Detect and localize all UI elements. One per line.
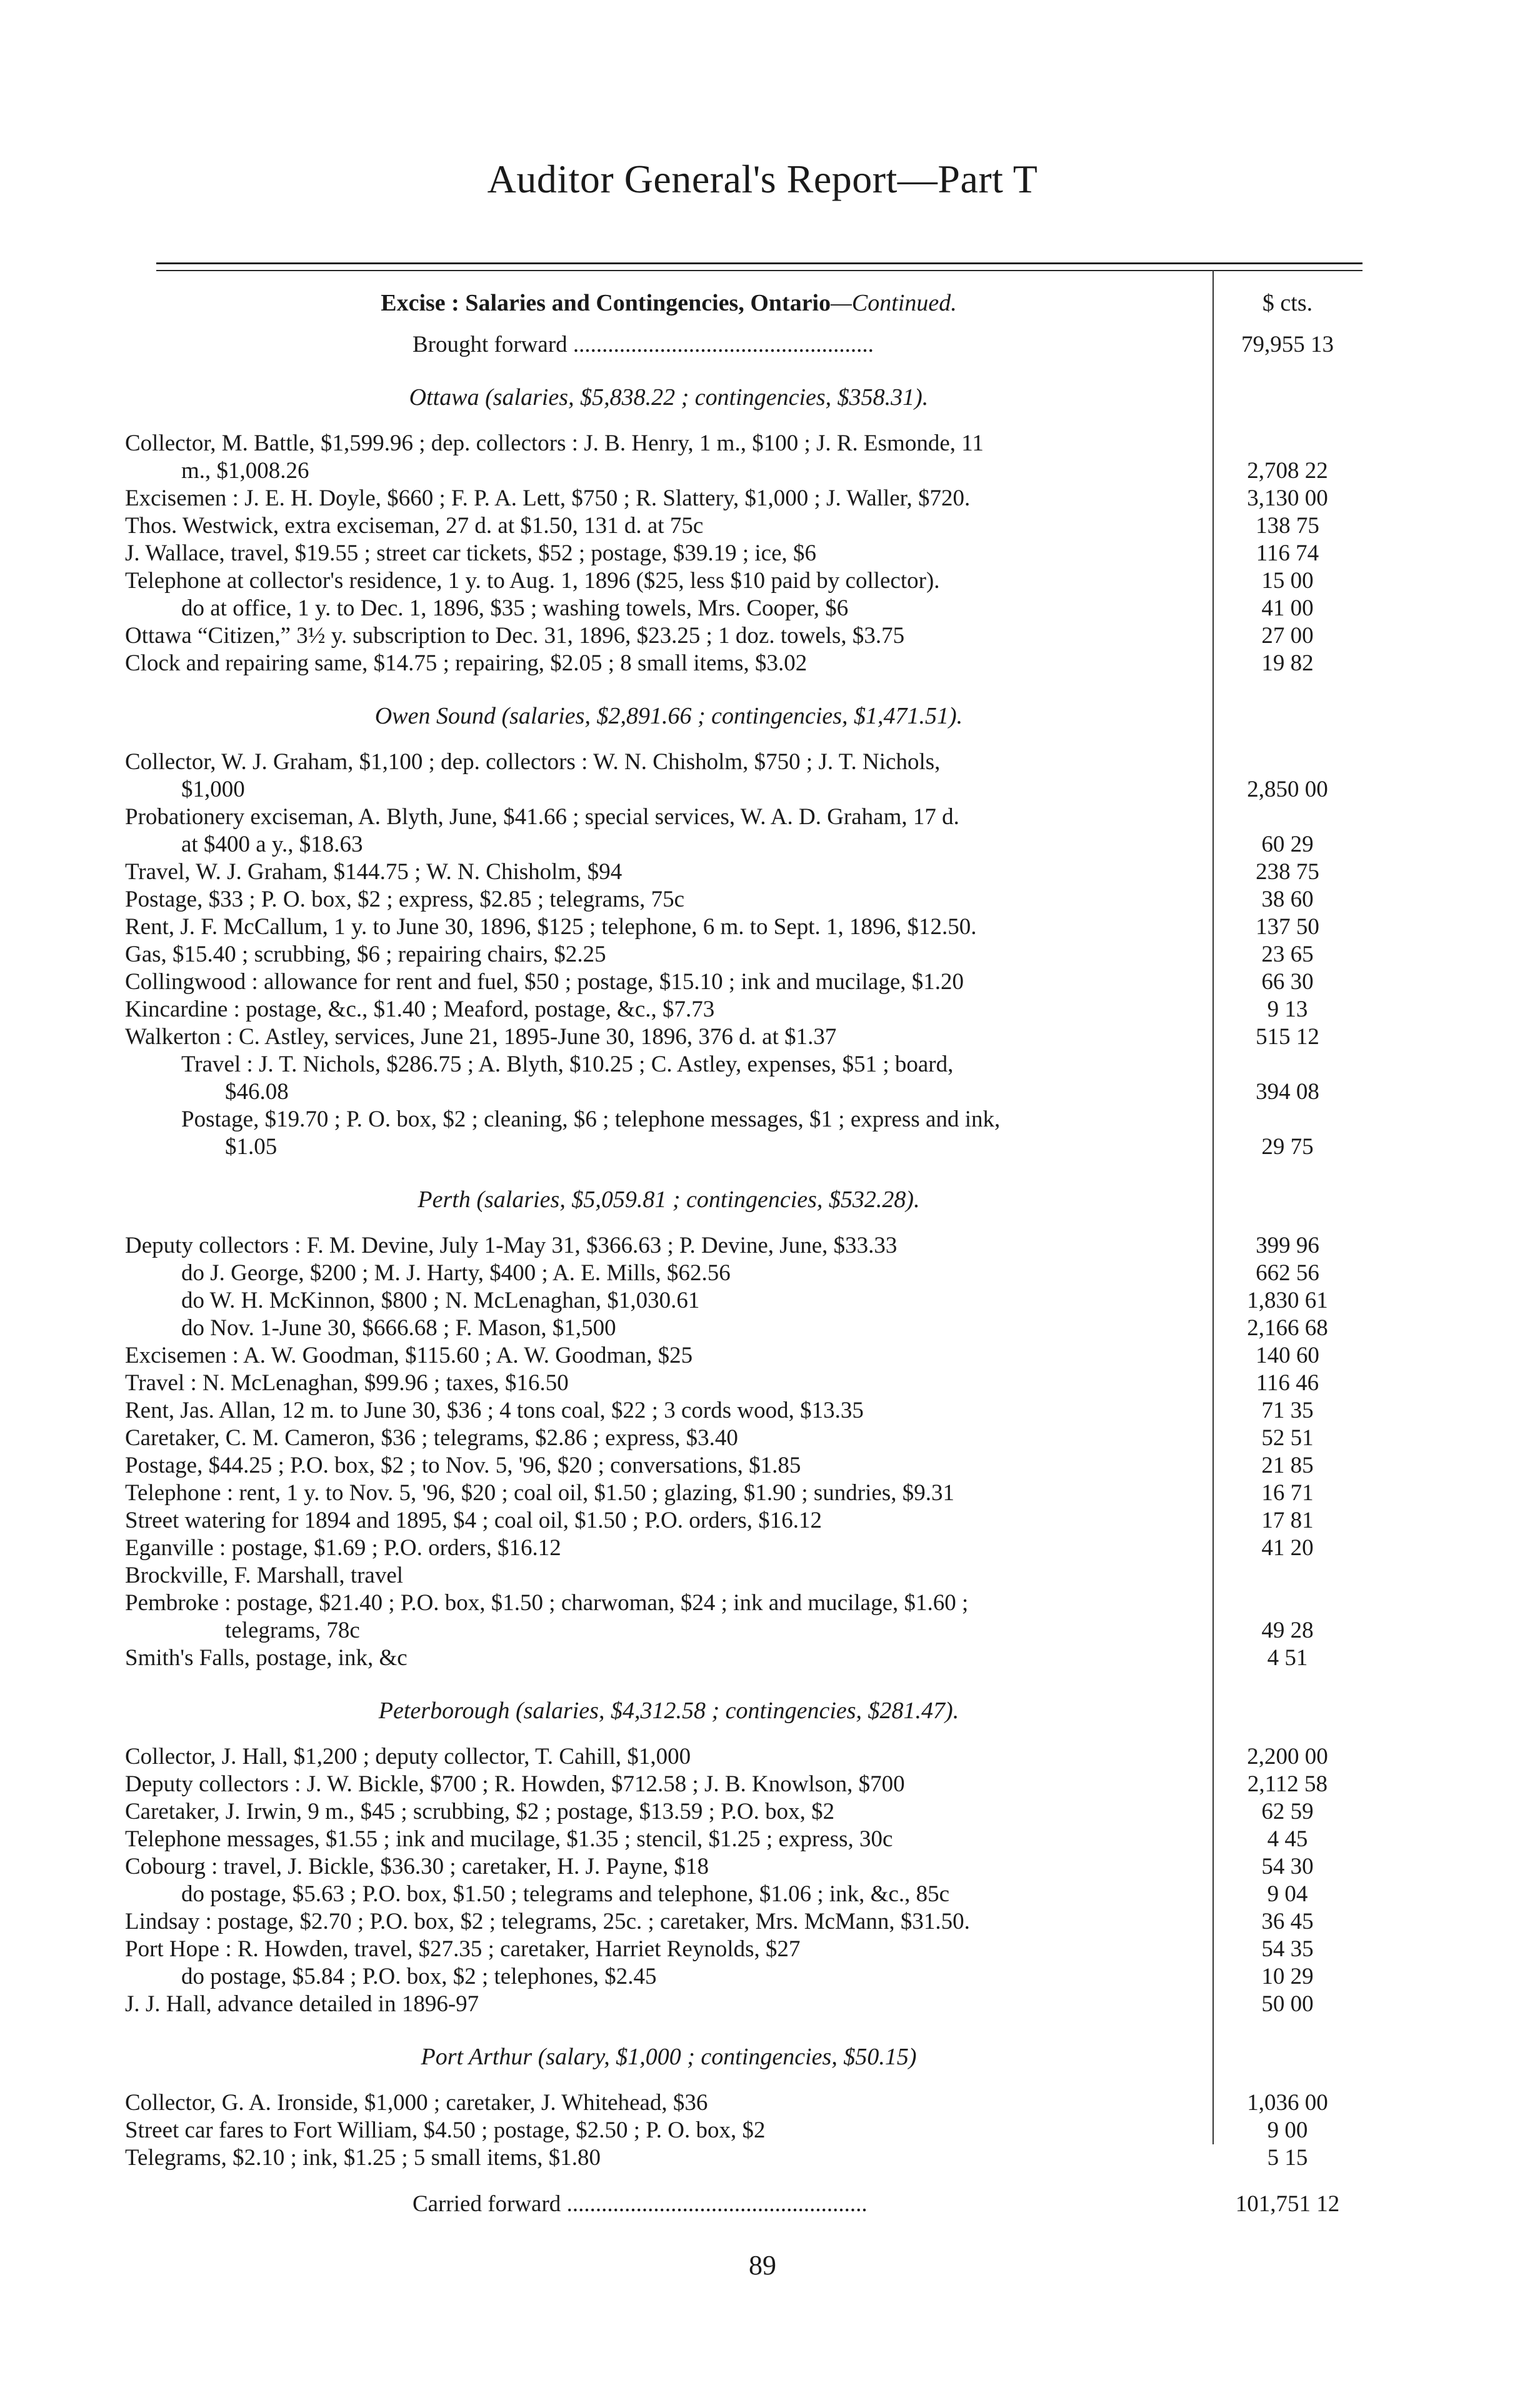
entry-amount: 4 51 — [1267, 1645, 1308, 1671]
entry-amount: 17 81 — [1261, 1508, 1314, 1533]
entry-text: Gas, $15.40 ; scrubbing, $6 ; repairing chairs, $2.25 — [125, 942, 606, 967]
entry-amount: 140 60 — [1256, 1343, 1319, 1368]
unit-label: $ cts. — [1262, 290, 1313, 316]
entry-text: Pembroke : postage, $21.40 ; P.O. box, $1.50 ; charwoman, $24 ; ink and mucilage, $1.60 ; — [125, 1590, 969, 1616]
entry-amount: 116 74 — [1256, 540, 1319, 566]
section-heading-ottawa: Ottawa (salaries, $5,838.22 ; contingencies, $358.31). — [409, 384, 929, 410]
entry-text: Ottawa “Citizen,” 3½ y. subscription to Dec. 31, 1896, $23.25 ; 1 doz. towels, $3.75 — [125, 623, 905, 649]
entry-text: Telephone : rent, 1 y. to Nov. 5, '96, $20 ; coal oil, $1.50 ; glazing, $1.90 ; sundries, $9.31 — [125, 1480, 954, 1506]
section-peterborough — [125, 1743, 1362, 2018]
entry-text: do postage, $5.63 ; P.O. box, $1.50 ; telegrams and telephone, $1.06 ; ink, &c., 85c — [181, 1881, 950, 1907]
entry-text: Eganville : postage, $1.69 ; P.O. orders, $16.12 — [125, 1535, 561, 1561]
ledger-row — [125, 776, 1362, 803]
entry-text: Probationery exciseman, A. Blyth, June, $41.66 ; special services, W. A. D. Graham, 17 d. — [125, 804, 959, 830]
entry-text: Port Hope : R. Howden, travel, $27.35 ; caretaker, Harriet Reynolds, $27 — [125, 1936, 801, 1962]
brought-forward-amount: 79,955 13 — [1241, 332, 1334, 357]
ledger-row — [125, 1798, 1362, 1826]
ledger-row — [125, 1853, 1362, 1881]
entry-amount: 9 13 — [1267, 997, 1308, 1022]
entry-amount: 54 30 — [1261, 1854, 1314, 1879]
table-title-italic: —Continued. — [831, 290, 957, 316]
ledger-row — [125, 2117, 1362, 2144]
entry-amount: 21 85 — [1261, 1453, 1314, 1478]
entry-text: Telephone at collector's residence, 1 y. to Aug. 1, 1896 ($25, less $10 paid by collector). — [125, 568, 940, 594]
entry-text: Collector, G. A. Ironside, $1,000 ; caretaker, J. Whitehead, $36 — [125, 2090, 708, 2116]
entry-amount: 19 82 — [1261, 650, 1314, 676]
entry-text: Caretaker, C. M. Cameron, $36 ; telegrams, $2.86 ; express, $3.40 — [125, 1425, 738, 1451]
entry-text: do Nov. 1-June 30, $666.68 ; F. Mason, $1,500 — [181, 1315, 616, 1341]
entry-amount: 2,850 00 — [1247, 777, 1328, 802]
ledger-row — [125, 1051, 1362, 1078]
entry-text: m., $1,008.26 — [181, 458, 309, 484]
entry-amount: 2,112 58 — [1247, 1771, 1328, 1797]
ledger-row — [125, 512, 1362, 540]
ledger-row — [125, 1260, 1362, 1287]
entry-amount: 41 20 — [1261, 1535, 1314, 1561]
entry-amount: 23 65 — [1261, 942, 1314, 967]
entry-text: Deputy collectors : F. M. Devine, July 1-May 31, $366.63 ; P. Devine, June, $33.33 — [125, 1233, 898, 1258]
entry-text: Street watering for 1894 and 1895, $4 ; coal oil, $1.50 ; P.O. orders, $16.12 — [125, 1508, 822, 1533]
entry-amount: 1,830 61 — [1247, 1288, 1328, 1313]
entry-amount: 41 00 — [1261, 595, 1314, 621]
ledger-row — [125, 430, 1362, 457]
entry-amount: 71 35 — [1261, 1398, 1314, 1423]
entry-text: Collingwood : allowance for rent and fuel, $50 ; postage, $15.10 ; ink and mucilage, $1.20 — [125, 969, 964, 995]
ledger-row — [125, 1562, 1362, 1590]
entry-text: Collector, W. J. Graham, $1,100 ; dep. collectors : W. N. Chisholm, $750 ; J. T. Nichols, — [125, 749, 941, 775]
entry-text: Walkerton : C. Astley, services, June 21, 1895-June 30, 1896, 376 d. at $1.37 — [125, 1024, 837, 1050]
ledger-row — [125, 2089, 1362, 2117]
entry-text: Brockville, F. Marshall, travel — [125, 1563, 404, 1588]
top-rule — [156, 262, 1362, 264]
entry-amount: 15 00 — [1261, 568, 1314, 594]
carried-forward-amount: 101,751 12 — [1235, 2191, 1340, 2217]
ledger-row — [125, 1908, 1362, 1936]
ledger-row — [125, 622, 1362, 650]
entry-text: Street car fares to Fort William, $4.50 ; postage, $2.50 ; P. O. box, $2 — [125, 2117, 766, 2143]
ledger-row — [125, 1452, 1362, 1480]
ledger-row — [125, 1232, 1362, 1260]
entry-text: J. Wallace, travel, $19.55 ; street car tickets, $52 ; postage, $39.19 ; ice, $6 — [125, 540, 817, 566]
entry-text: Thos. Westwick, extra exciseman, 27 d. at $1.50, 131 d. at 75c — [125, 513, 704, 539]
entry-text: Excisemen : A. W. Goodman, $115.60 ; A. W. Goodman, $25 — [125, 1343, 693, 1368]
entry-text: Lindsay : postage, $2.70 ; P.O. box, $2 ; telegrams, 25c. ; caretaker, Mrs. McMann, $31.50. — [125, 1909, 970, 1934]
entry-amount: 60 29 — [1261, 832, 1314, 857]
table-header — [125, 275, 1362, 331]
entry-amount: 238 75 — [1256, 859, 1319, 885]
ledger-row — [125, 1936, 1362, 1963]
entry-amount: 515 12 — [1256, 1024, 1319, 1050]
ledger-row — [125, 803, 1362, 831]
ledger-row — [125, 886, 1362, 913]
ledger-row — [125, 2144, 1362, 2172]
carried-forward-row: Carried forward .................................................... 101,751 12 — [125, 2191, 1362, 2218]
entry-text: J. J. Hall, advance detailed in 1896-97 — [125, 1991, 479, 2017]
entry-text: Caretaker, J. Irwin, 9 m., $45 ; scrubbing, $2 ; postage, $13.59 ; P.O. box, $2 — [125, 1799, 835, 1824]
ledger-row — [125, 913, 1362, 941]
entry-text: Collector, J. Hall, $1,200 ; deputy collector, T. Cahill, $1,000 — [125, 1744, 691, 1769]
entry-amount: 10 29 — [1261, 1964, 1314, 1989]
section-owen-sound — [125, 749, 1362, 1161]
entry-amount: 1,036 00 — [1247, 2090, 1328, 2116]
entry-amount: 3,130 00 — [1247, 485, 1328, 511]
table-title — [125, 289, 1212, 317]
ledger-row — [125, 595, 1362, 622]
entry-text: Cobourg : travel, J. Bickle, $36.30 ; caretaker, H. J. Payne, $18 — [125, 1854, 709, 1879]
top-rule-secondary — [156, 270, 1362, 271]
ledger-row — [125, 1771, 1362, 1798]
entry-amount: 9 04 — [1267, 1881, 1308, 1907]
entry-amount: 49 28 — [1261, 1618, 1314, 1643]
entry-text: Excisemen : J. E. H. Doyle, $660 ; F. P. A. Lett, $750 ; R. Slattery, $1,000 ; J. Waller, $720. — [125, 485, 971, 511]
entry-text: Postage, $19.70 ; P. O. box, $2 ; cleaning, $6 ; telephone messages, $1 ; express and ink, — [181, 1107, 1001, 1132]
entry-amount: 137 50 — [1256, 914, 1319, 940]
entry-amount: 4 45 — [1267, 1826, 1308, 1852]
ledger-row — [125, 1644, 1362, 1672]
entry-amount: 662 56 — [1256, 1260, 1319, 1286]
ledger-row — [125, 1507, 1362, 1535]
entry-amount: 116 46 — [1256, 1370, 1319, 1396]
entry-amount: 394 08 — [1256, 1079, 1319, 1105]
entry-amount: 29 75 — [1261, 1134, 1314, 1160]
ledger-row — [125, 485, 1362, 512]
table-title-bold: Excise : Salaries and Contingencies, Ontario — [381, 290, 831, 316]
brought-forward-row: Brought forward .................................................... 79,955 13 — [125, 331, 1362, 359]
entry-text: Rent, J. F. McCallum, 1 y. to June 30, 1896, $125 ; telephone, 6 m. to Sept. 1, 1896, $12.50. — [125, 914, 977, 940]
entry-text: Travel : N. McLenaghan, $99.96 ; taxes, $16.50 — [125, 1370, 569, 1396]
entry-amount: 399 96 — [1256, 1233, 1319, 1258]
entry-amount: 2,708 22 — [1247, 458, 1328, 484]
section-heading-peterborough: Peterborough (salaries, $4,312.58 ; contingencies, $281.47). — [378, 1698, 959, 1724]
entry-text: do at office, 1 y. to Dec. 1, 1896, $35 ; washing towels, Mrs. Cooper, $6 — [181, 595, 849, 621]
ledger-row — [125, 1617, 1362, 1644]
ledger-row — [125, 968, 1362, 996]
entry-text: Deputy collectors : J. W. Bickle, $700 ; R. Howden, $712.58 ; J. B. Knowlson, $700 — [125, 1771, 905, 1797]
ledger-row — [125, 996, 1362, 1023]
ledger-row — [125, 831, 1362, 858]
entry-amount: 2,166 68 — [1247, 1315, 1328, 1341]
section-ottawa — [125, 430, 1362, 677]
ledger-row — [125, 1106, 1362, 1133]
ledger-row — [125, 1315, 1362, 1342]
entry-text: $1.05 — [225, 1134, 278, 1160]
entry-amount: 9 00 — [1267, 2117, 1308, 2143]
entry-text: do W. H. McKinnon, $800 ; N. McLenaghan, $1,030.61 — [181, 1288, 700, 1313]
ledger-row — [125, 1881, 1362, 1908]
entry-text: Collector, M. Battle, $1,599.96 ; dep. collectors : J. B. Henry, 1 m., $100 ; J. R. Esmonde, 11 — [125, 430, 984, 456]
ledger-row — [125, 1397, 1362, 1425]
ledger-row — [125, 1743, 1362, 1771]
entry-text: Telegrams, $2.10 ; ink, $1.25 ; 5 small items, $1.80 — [125, 2145, 601, 2171]
entry-amount: 5 15 — [1267, 2145, 1308, 2171]
ledger-row — [125, 1287, 1362, 1315]
entry-text: Travel : J. T. Nichols, $286.75 ; A. Blyth, $10.25 ; C. Astley, expenses, $51 ; board, — [181, 1052, 954, 1077]
entry-amount: 52 51 — [1261, 1425, 1314, 1451]
ledger-row — [125, 567, 1362, 595]
ledger-row — [125, 540, 1362, 567]
entry-amount: 62 59 — [1261, 1799, 1314, 1824]
ledger-row — [125, 1535, 1362, 1562]
brought-forward-label: Brought forward — [412, 332, 568, 357]
entry-text: Rent, Jas. Allan, 12 m. to June 30, $36 ; 4 tons coal, $22 ; 3 cords wood, $13.35 — [125, 1398, 864, 1423]
entry-text: do postage, $5.84 ; P.O. box, $2 ; telephones, $2.45 — [181, 1964, 657, 1989]
entry-text: at $400 a y., $18.63 — [181, 832, 363, 857]
ledger-row — [125, 941, 1362, 968]
entry-amount: 50 00 — [1261, 1991, 1314, 2017]
section-perth — [125, 1232, 1362, 1672]
entry-amount: 66 30 — [1261, 969, 1314, 995]
ledger-content — [125, 275, 1362, 2218]
ledger-row — [125, 1023, 1362, 1051]
ledger-row — [125, 650, 1362, 677]
ledger-row — [125, 1425, 1362, 1452]
entry-amount: 138 75 — [1256, 513, 1319, 539]
section-port-arthur — [125, 2089, 1362, 2172]
entry-text: telegrams, 78c — [225, 1618, 360, 1643]
ledger-row — [125, 1133, 1362, 1161]
entry-text: $1,000 — [181, 777, 245, 802]
ledger-row — [125, 858, 1362, 886]
ledger-row — [125, 1480, 1362, 1507]
section-heading-owen-sound: Owen Sound (salaries, $2,891.66 ; contingencies, $1,471.51). — [374, 703, 963, 729]
entry-text: Smith's Falls, postage, ink, &c — [125, 1645, 408, 1671]
entry-text: Kincardine : postage, &c., $1.40 ; Meaford, postage, &c., $7.73 — [125, 997, 715, 1022]
entry-text: Travel, W. J. Graham, $144.75 ; W. N. Chisholm, $94 — [125, 859, 622, 885]
carried-forward-label: Carried forward — [412, 2191, 561, 2217]
entry-amount: 27 00 — [1261, 623, 1314, 649]
entry-text: $46.08 — [225, 1079, 289, 1105]
entry-amount: 16 71 — [1261, 1480, 1314, 1506]
section-heading-port-arthur: Port Arthur (salary, $1,000 ; contingencies, $50.15) — [421, 2044, 917, 2070]
entry-text: Telephone messages, $1.55 ; ink and mucilage, $1.35 ; stencil, $1.25 ; express, 30c — [125, 1826, 893, 1852]
ledger-row — [125, 1590, 1362, 1617]
entry-text: Postage, $44.25 ; P.O. box, $2 ; to Nov. 5, '96, $20 ; conversations, $1.85 — [125, 1453, 801, 1478]
page-number: 89 — [749, 2250, 776, 2281]
entry-amount: 36 45 — [1261, 1909, 1314, 1934]
ledger-row — [125, 1826, 1362, 1853]
ledger-row — [125, 457, 1362, 485]
section-heading-perth: Perth (salaries, $5,059.81 ; contingencies, $532.28). — [418, 1187, 920, 1213]
entry-amount: 2,200 00 — [1247, 1744, 1328, 1769]
ledger-row — [125, 749, 1362, 776]
ledger-row — [125, 1078, 1362, 1106]
ledger-row — [125, 1342, 1362, 1370]
page-header: Auditor General's Report—Part T — [487, 157, 1038, 201]
entry-amount: 38 60 — [1261, 887, 1314, 912]
ledger-row — [125, 1991, 1362, 2018]
entry-text: Clock and repairing same, $14.75 ; repairing, $2.05 ; 8 small items, $3.02 — [125, 650, 808, 676]
entry-amount: 54 35 — [1261, 1936, 1314, 1962]
ledger-row — [125, 1963, 1362, 1991]
entry-text: do J. George, $200 ; M. J. Harty, $400 ; A. E. Mills, $62.56 — [181, 1260, 731, 1286]
ledger-row — [125, 1370, 1362, 1397]
entry-text: Postage, $33 ; P. O. box, $2 ; express, $2.85 ; telegrams, 75c — [125, 887, 685, 912]
